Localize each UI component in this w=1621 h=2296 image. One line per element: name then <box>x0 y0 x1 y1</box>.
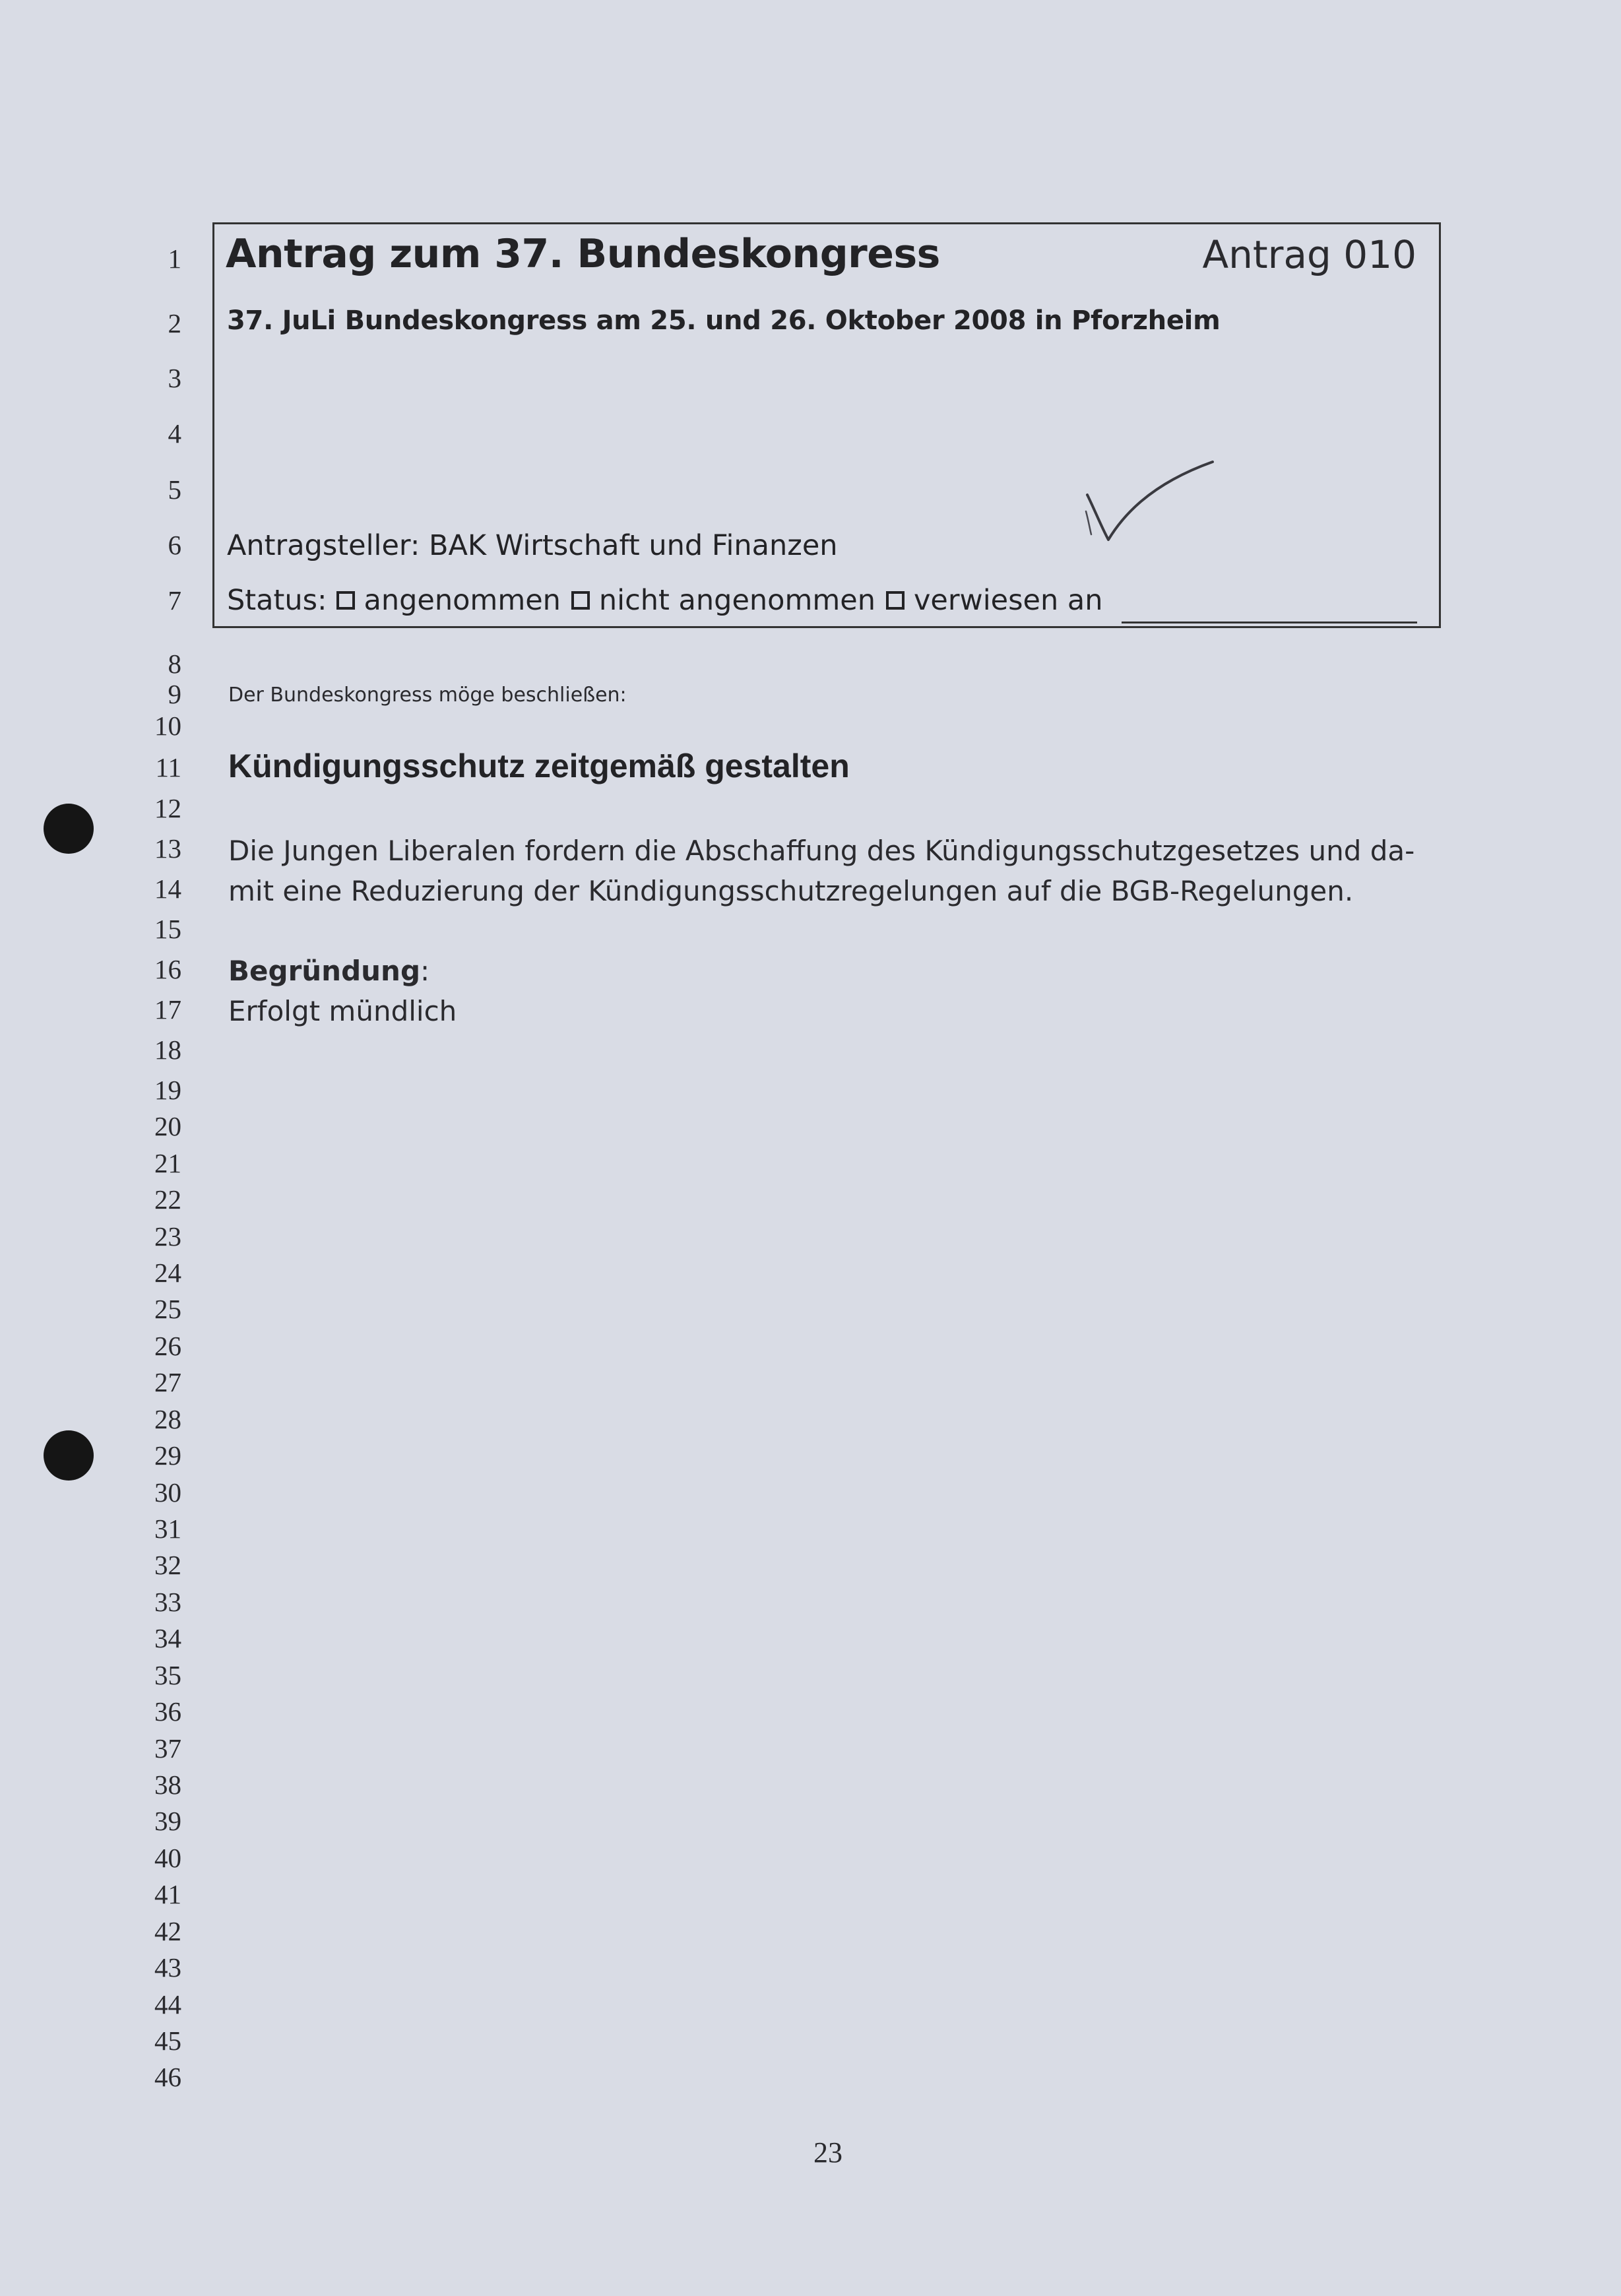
line-number: 18 <box>154 1035 181 1065</box>
checkbox-angenommen[interactable] <box>336 591 355 610</box>
line-number: 44 <box>154 1989 181 2020</box>
line-number: 38 <box>154 1770 181 1800</box>
line-number: 24 <box>154 1258 181 1288</box>
event-subtitle: 37. JuLi Bundeskongress am 25. und 26. Oktober 2008 in Pforzheim <box>227 305 1221 336</box>
motion-text-line: Die Jungen Liberalen fordern die Abschaffung des Kündigungsschutzgesetzes und da- <box>228 835 1415 867</box>
line-number: 35 <box>154 1660 181 1690</box>
line-number: 5 <box>168 474 181 505</box>
reason-text: Erfolgt mündlich <box>228 995 457 1027</box>
antrag-number: Antrag 010 <box>1202 232 1416 277</box>
line-number: 40 <box>154 1843 181 1873</box>
line-number: 30 <box>154 1477 181 1508</box>
line-number: 4 <box>168 418 181 449</box>
line-number: 45 <box>154 2025 181 2056</box>
status-option-verwiesen-an: verwiesen an <box>913 584 1103 617</box>
status-option-nicht-angenommen: nicht angenommen <box>598 584 875 617</box>
line-number: 22 <box>154 1184 181 1215</box>
reason-colon: : <box>420 955 430 987</box>
punch-hole <box>44 804 94 854</box>
status-line <box>227 584 1103 617</box>
line-number: 36 <box>154 1696 181 1727</box>
line-number: 28 <box>154 1404 181 1434</box>
reason-heading <box>228 955 429 987</box>
line-number: 39 <box>154 1806 181 1836</box>
line-number: 14 <box>154 874 181 904</box>
page-title: Antrag zum 37. Bundeskongress <box>226 231 940 277</box>
status-label: Status: <box>227 584 327 617</box>
line-number: 10 <box>154 711 181 741</box>
line-number: 41 <box>154 1879 181 1909</box>
applicant-line: Antragsteller: BAK Wirtschaft und Finanzen <box>227 529 838 562</box>
page-number: 23 <box>813 2136 842 2169</box>
line-number: 43 <box>154 1952 181 1983</box>
motion-headline: Kündigungsschutz zeitgemäß gestalten <box>228 748 850 784</box>
header-box <box>212 222 1441 628</box>
line-number: 37 <box>154 1733 181 1764</box>
line-number: 23 <box>154 1221 181 1252</box>
line-number: 29 <box>154 1440 181 1471</box>
line-number: 31 <box>154 1514 181 1544</box>
status-option-angenommen: angenommen <box>364 584 561 617</box>
line-number: 3 <box>168 363 181 393</box>
line-number: 6 <box>168 530 181 560</box>
line-number: 8 <box>168 649 181 679</box>
line-number: 25 <box>154 1294 181 1324</box>
status-referral-blank[interactable] <box>1122 622 1417 623</box>
line-number: 2 <box>168 308 181 338</box>
handwritten-check-mark <box>1082 455 1227 554</box>
line-number: 9 <box>168 679 181 709</box>
line-number: 34 <box>154 1623 181 1653</box>
line-number: 1 <box>168 243 181 274</box>
motion-text-line: mit eine Reduzierung der Kündigungsschutzregelungen auf die BGB-Regelungen. <box>228 875 1354 907</box>
line-number: 12 <box>154 793 181 823</box>
line-number: 19 <box>154 1075 181 1105</box>
line-number: 11 <box>155 752 181 782</box>
punch-hole <box>44 1430 94 1481</box>
line-number: 13 <box>154 833 181 864</box>
line-number: 7 <box>168 585 181 616</box>
resolve-line: Der Bundeskongress möge beschließen: <box>228 684 627 707</box>
checkbox-nicht-angenommen[interactable] <box>571 591 590 610</box>
line-number: 33 <box>154 1587 181 1617</box>
line-number: 42 <box>154 1916 181 1946</box>
line-number: 46 <box>154 2062 181 2092</box>
line-number: 16 <box>154 954 181 984</box>
line-number: 27 <box>154 1367 181 1397</box>
checkbox-verwiesen-an[interactable] <box>886 591 905 610</box>
reason-label: Begründung <box>228 955 421 987</box>
line-number: 15 <box>154 914 181 944</box>
line-number: 21 <box>154 1148 181 1178</box>
line-number: 32 <box>154 1550 181 1580</box>
line-number: 26 <box>154 1331 181 1361</box>
line-number: 17 <box>154 994 181 1025</box>
line-number: 20 <box>154 1111 181 1141</box>
